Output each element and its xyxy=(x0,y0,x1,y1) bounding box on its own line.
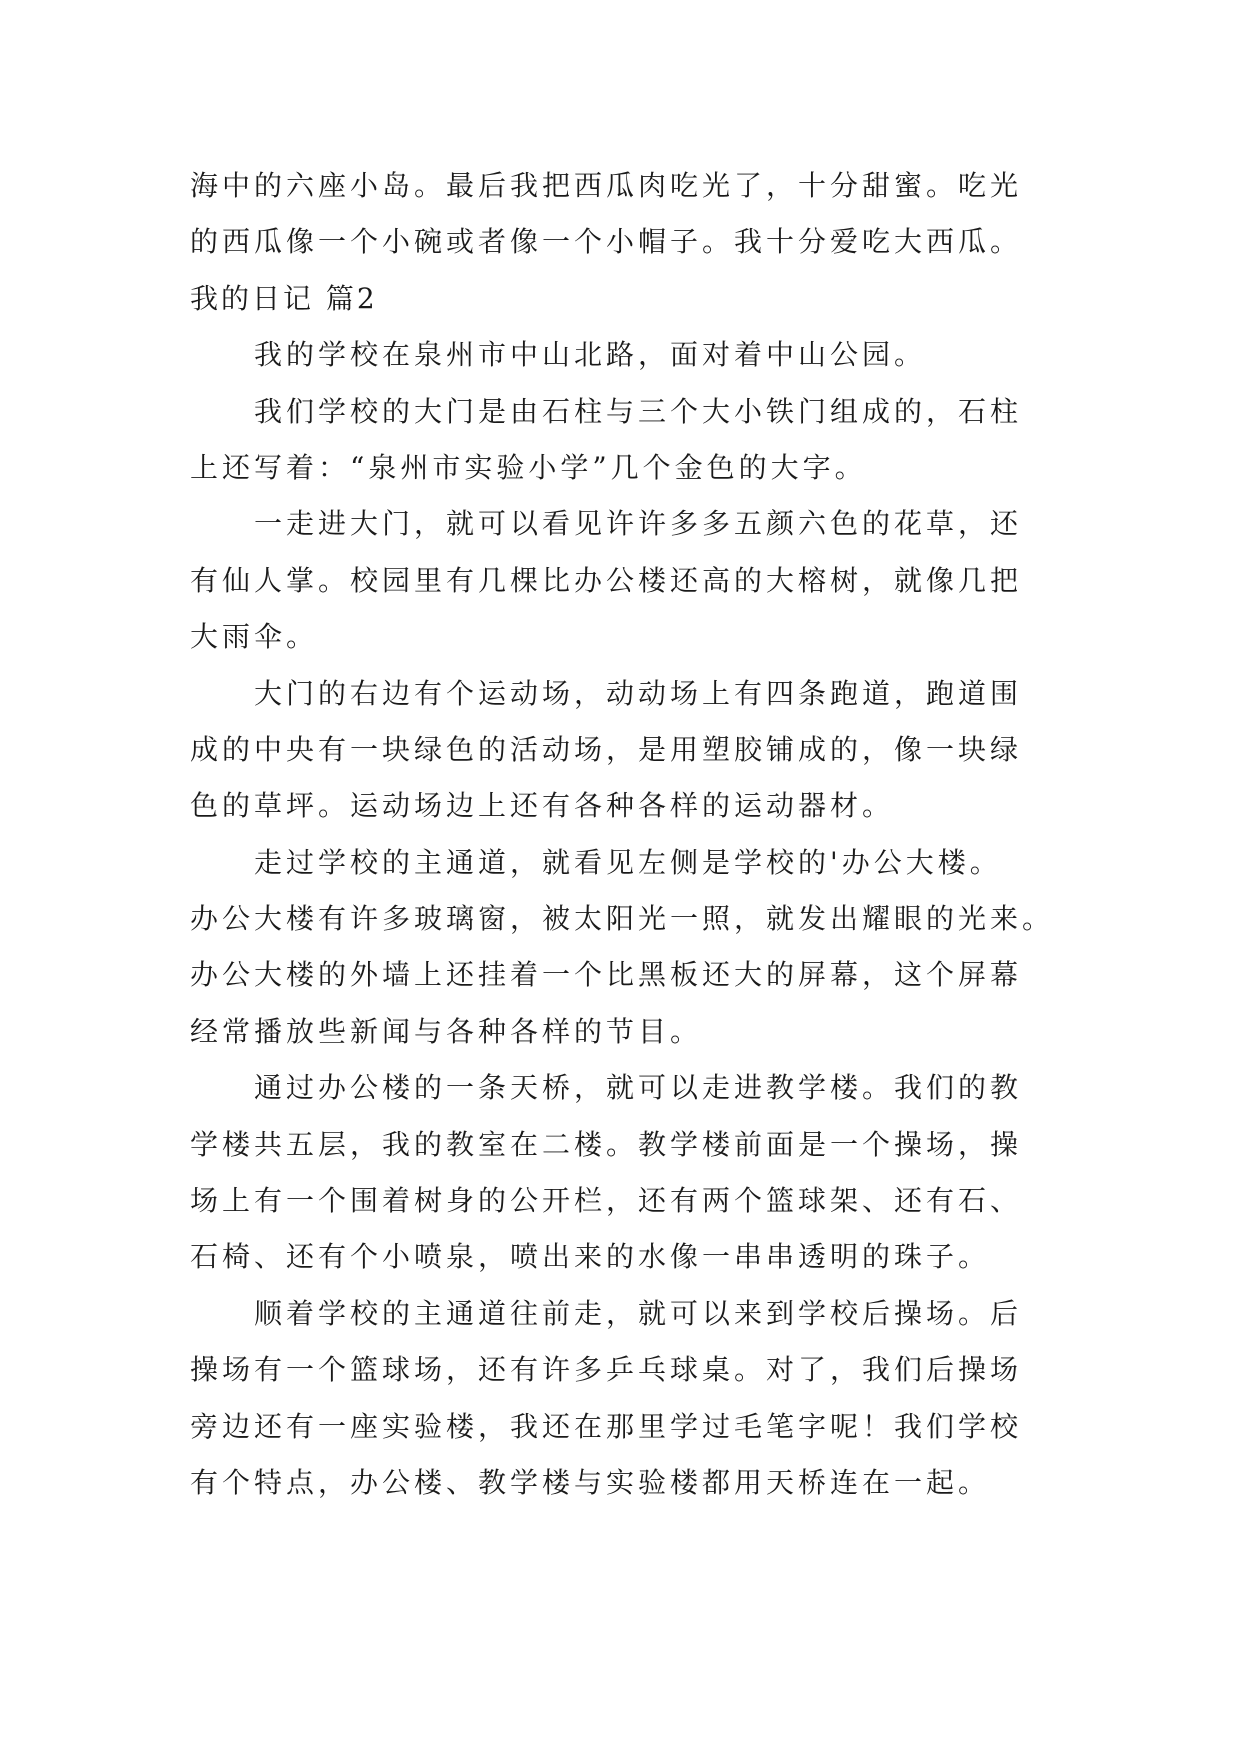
text-line: 旁边还有一座实验楼，我还在那里学过毛笔字呢！我们学校 xyxy=(190,1409,1023,1443)
text-line: 海中的六座小岛。最后我把西瓜肉吃光了，十分甜蜜。吃光 xyxy=(190,169,1023,202)
text-line: 经常播放些新闻与各种各样的节目。 xyxy=(190,1014,703,1048)
text-line: 办公大楼有许多玻璃窗，被太阳光一照，就发出耀眼的光来。 xyxy=(190,902,1055,936)
paragraph-first-line: 大门的右边有个运动场，动动场上有四条跑道，跑道围 xyxy=(254,676,1023,710)
text-line: 的西瓜像一个小碗或者像一个小帽子。我十分爱吃大西瓜。 xyxy=(190,225,1023,259)
text-line: 色的草坪。运动场边上还有各种各样的运动器材。 xyxy=(190,789,895,823)
text-line: 有仙人掌。校园里有几棵比办公楼还高的大榕树，就像几把 xyxy=(190,563,1023,597)
text-line: 上还写着：“泉州市实验小学”几个金色的大字。 xyxy=(190,450,867,484)
text-line: 成的中央有一块绿色的活动场，是用塑胶铺成的，像一块绿 xyxy=(190,732,1023,766)
text-line: 办公大楼的外墙上还挂着一个比黑板还大的屏幕，这个屏幕 xyxy=(190,958,1023,992)
document-body xyxy=(190,158,1070,1511)
section-heading: 我的日记 篇2 xyxy=(190,281,378,315)
paragraph-first-line: 一走进大门，就可以看见许许多多五颜六色的花草，还 xyxy=(254,507,1023,541)
paragraph-first-line: 我们学校的大门是由石柱与三个大小铁门组成的，石柱 xyxy=(254,394,1023,428)
paragraph-first-line: 走过学校的主通道，就看见左侧是学校的'办公大楼。 xyxy=(254,845,1002,879)
paragraph-first-line: 通过办公楼的一条天桥，就可以走进教学楼。我们的教 xyxy=(254,1071,1023,1105)
text-line: 场上有一个围着树身的公开栏，还有两个篮球架、还有石、 xyxy=(190,1184,1023,1218)
text-line: 有个特点，办公楼、教学楼与实验楼都用天桥连在一起。 xyxy=(190,1465,991,1499)
paragraph-first-line: 顺着学校的主通道往前走，就可以来到学校后操场。后 xyxy=(254,1296,1023,1330)
text-line: 大雨伞。 xyxy=(190,620,319,654)
text-line: 学楼共五层，我的教室在二楼。教学楼前面是一个操场，操 xyxy=(190,1127,1023,1161)
text-line: 操场有一个篮球场，还有许多乒乓球桌。对了，我们后操场 xyxy=(190,1353,1023,1387)
text-line: 石椅、还有个小喷泉，喷出来的水像一串串透明的珠子。 xyxy=(190,1240,991,1274)
paragraph-first-line: 我的学校在泉州市中山北路，面对着中山公园。 xyxy=(254,338,927,372)
